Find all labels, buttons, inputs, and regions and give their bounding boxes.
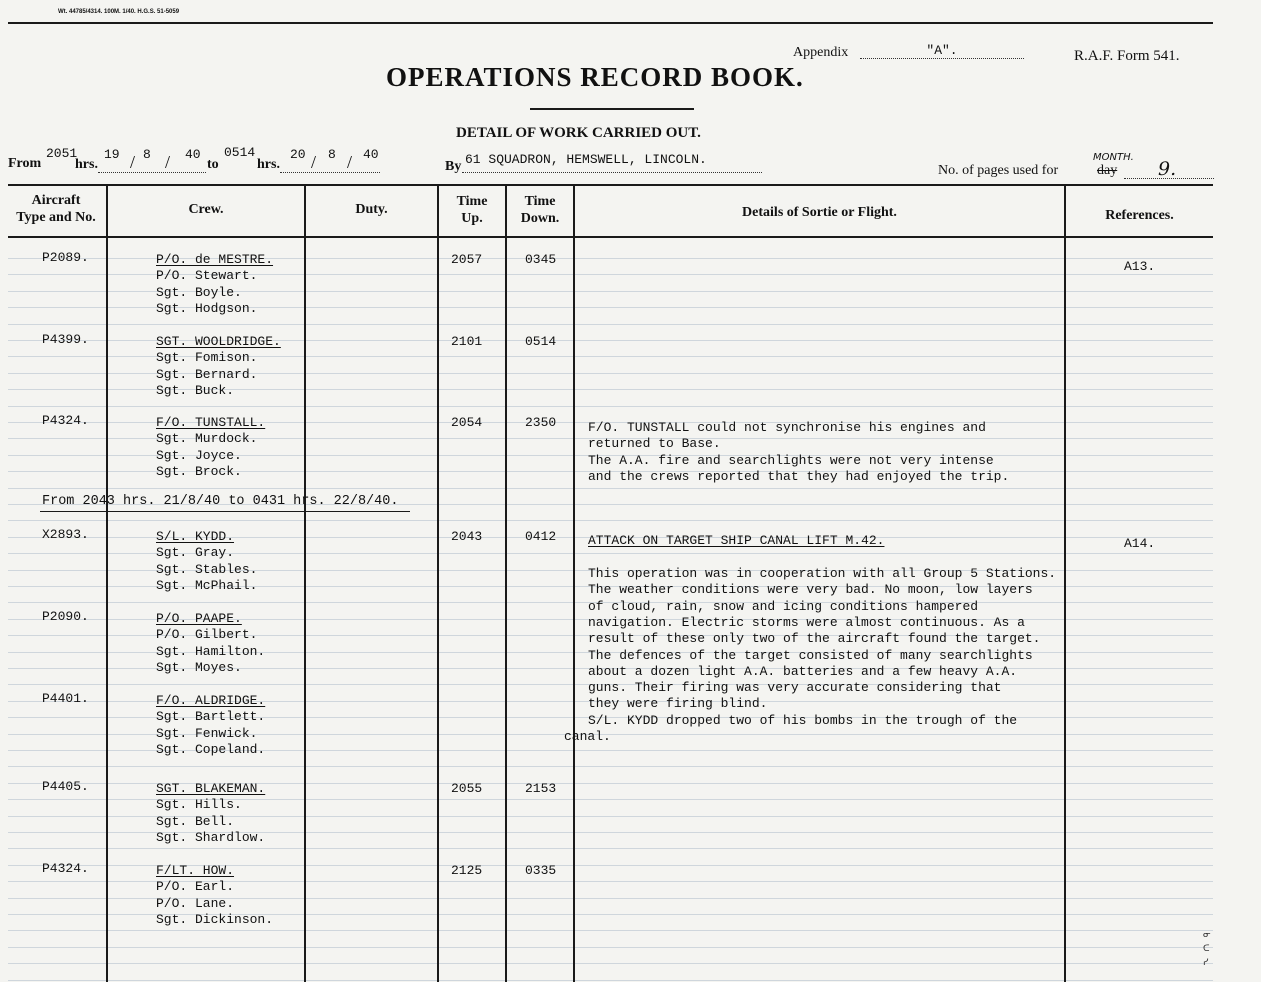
crew-member: Sgt. Hamilton. (156, 643, 266, 659)
ruled-line (8, 980, 1213, 981)
page-subtitle: DETAIL OF WORK CARRIED OUT. (456, 125, 701, 141)
period2: From 2043 hrs. 21/8/40 to 0431 hrs. 22/8/40. (42, 494, 399, 509)
time-up: 2101 (451, 334, 483, 349)
crew-member: Sgt. Hills. (156, 797, 242, 813)
time-down: 0514 (525, 334, 557, 349)
crew-member: Sgt. Moyes. (156, 660, 242, 676)
crew-member: Sgt. Stables. (156, 561, 258, 577)
to-day: 20 (290, 147, 306, 162)
pages-used-correction: MONTH. (1093, 152, 1134, 163)
appendix-label: Appendix (793, 45, 849, 60)
period2-underline (40, 511, 410, 512)
aircraft-number: P2089. (42, 250, 89, 265)
detail-line: result of these only two of the aircraft found the target. (588, 631, 1041, 647)
by-value: 61 SQUADRON, HEMSWELL, LINCOLN. (465, 152, 707, 167)
col-divider (505, 185, 507, 982)
ruled-line (8, 406, 1213, 407)
aircraft-number: P4405. (42, 779, 89, 794)
header-aircraft: Aircraft Type and No. (16, 193, 96, 225)
col-divider (106, 185, 108, 982)
from-year: 40 (185, 147, 201, 162)
col-divider (304, 185, 306, 982)
ruled-line (8, 520, 1213, 521)
to-time: 0514 (224, 145, 256, 160)
time-down: 2350 (525, 415, 557, 430)
header-crew: Crew. (188, 202, 224, 217)
time-up: 2125 (451, 863, 483, 878)
detail-line: F/O. TUNSTALL could not synchronise his engines and (588, 420, 986, 435)
ruled-line (8, 766, 1213, 767)
crew-captain: F/O. TUNSTALL. (156, 415, 266, 430)
from-label: From (8, 156, 42, 171)
detail-line: The defences of the target consisted of many searchlights (588, 647, 1033, 663)
header-references: References. (1105, 208, 1174, 223)
to-month: 8 (328, 147, 336, 162)
time-up: 2043 (451, 529, 483, 544)
col-divider (437, 185, 439, 982)
crew-captain: P/O. de MESTRE. (156, 252, 274, 267)
header-duty: Duty. (355, 202, 388, 217)
crew-member: Sgt. Murdock. (156, 431, 258, 447)
header-time-down: Time Down. (520, 194, 560, 226)
crew-member: Sgt. Shardlow. (156, 830, 266, 846)
table-top-rule (8, 184, 1213, 186)
title-rule (530, 108, 694, 110)
crew-member: Sgt. Fenwick. (156, 725, 258, 741)
crew-member: Sgt. Joyce. (156, 447, 242, 463)
crew-member: Sgt. Dickinson. (156, 912, 274, 928)
detail-line: guns. Their firing was very accurate considering that (588, 680, 1002, 696)
by-underline (462, 172, 762, 173)
aircraft-number: P2090. (42, 609, 89, 624)
appendix-value: "A". (860, 43, 1024, 59)
crew-member: Sgt. Hodgson. (156, 301, 258, 317)
crew-captain: F/O. ALDRIDGE. (156, 693, 266, 708)
slash: / (165, 152, 171, 172)
detail-line: they were firing blind. (588, 696, 768, 712)
detail-line: returned to Base. (588, 436, 721, 452)
to-year: 40 (363, 147, 379, 162)
time-down: 0335 (525, 863, 557, 878)
time-down: 2153 (525, 781, 557, 796)
crew-member: P/O. Gilbert. (156, 627, 258, 643)
detail-line: navigation. Electric storms were almost continuous. As a (588, 614, 1025, 630)
table-header-rule (8, 236, 1213, 238)
crew-member: Sgt. Bartlett. (156, 709, 266, 725)
top-rule (8, 22, 1213, 24)
crew-captain: SGT. BLAKEMAN. (156, 781, 266, 796)
pages-used-label: No. of pages used for (938, 163, 1059, 178)
crew-captain: SGT. WOOLDRIDGE. (156, 334, 281, 349)
aircraft-number: P4324. (42, 861, 89, 876)
crew-captain: P/O. PAAPE. (156, 611, 242, 626)
crew-member: Sgt. McPhail. (156, 578, 258, 594)
page-title: OPERATIONS RECORD BOOK. (386, 62, 804, 92)
crew-member: Sgt. Buck. (156, 383, 235, 399)
time-up: 2055 (451, 781, 483, 796)
crew-member: Sgt. Gray. (156, 545, 235, 561)
aircraft-number: P4399. (42, 332, 89, 347)
to-label: to (207, 157, 219, 172)
crew-member: Sgt. Bernard. (156, 366, 258, 382)
hrs-label: hrs. (75, 157, 98, 172)
crew-captain: S/L. KYDD. (156, 529, 235, 544)
crew-member: Sgt. Bell. (156, 813, 235, 829)
pages-underline (1124, 178, 1214, 179)
ruled-line (8, 324, 1213, 325)
attack-heading: ATTACK ON TARGET SHIP CANAL LIFT M.42. (588, 533, 885, 548)
detail-line: This operation was in cooperation with all Group 5 Stations. (588, 566, 1057, 581)
detail-line: S/L. KYDD dropped two of his bombs in the trough of the (588, 712, 1018, 728)
detail-line: of cloud, rain, snow and icing conditions hampered (588, 598, 979, 614)
crew-member: Sgt. Fomison. (156, 350, 258, 366)
detail-line: The weather conditions were very bad. No moon, low layers (588, 582, 1033, 598)
crew-member: P/O. Earl. (156, 879, 235, 895)
aircraft-number: P4401. (42, 691, 89, 706)
slash: / (130, 152, 136, 172)
crew-member: P/O. Lane. (156, 895, 235, 911)
pages-used-struck: day (1097, 163, 1118, 178)
time-down: 0412 (525, 529, 557, 544)
to-date-underline (280, 172, 380, 173)
col-divider (573, 185, 575, 982)
reference: A14. (1124, 536, 1156, 551)
ruled-line (8, 848, 1213, 849)
aircraft-number: P4324. (42, 413, 89, 428)
from-month: 8 (143, 147, 151, 162)
slash: / (347, 152, 353, 172)
ruled-line (8, 488, 1213, 489)
time-up: 2057 (451, 252, 483, 267)
crew-captain: F/LT. HOW. (156, 863, 235, 878)
time-down: 0345 (525, 252, 557, 267)
crew-member: Sgt. Brock. (156, 464, 242, 480)
header-time-up: Time Up. (456, 194, 488, 226)
slash: / (311, 152, 317, 172)
crew-member: P/O. Stewart. (156, 268, 258, 284)
crew-member: Sgt. Boyle. (156, 284, 242, 300)
crew-member: Sgt. Copeland. (156, 742, 266, 758)
detail-line: and the crews reported that they had enjoyed the trip. (588, 469, 1010, 485)
detail-line: about a dozen light A.A. batteries and a few heavy A.A. (588, 663, 1018, 679)
from-time: 2051 (46, 146, 78, 161)
reference: A13. (1124, 259, 1156, 274)
from-date-underline (98, 172, 206, 173)
detail-line: canal. (564, 729, 611, 744)
margin-marks: ᓂ ᑕ ᓯ (1203, 930, 1211, 968)
ruled-line (8, 930, 1213, 931)
ruled-line (8, 947, 1213, 948)
aircraft-number: X2893. (42, 527, 89, 542)
print-code: Wt. 44785/4314. 100M. 1/40. H.G.S. 51-5059 (58, 9, 180, 15)
ruled-line (8, 963, 1213, 964)
from-day: 19 (104, 147, 120, 162)
col-divider (1064, 185, 1066, 982)
form-number: R.A.F. Form 541. (1074, 48, 1180, 64)
header-details: Details of Sortie or Flight. (742, 205, 897, 220)
by-label: By (445, 159, 462, 174)
detail-line: The A.A. fire and searchlights were not very intense (588, 452, 994, 468)
pages-used-value: 9. (1158, 158, 1177, 180)
time-up: 2054 (451, 415, 483, 430)
to-hrs-label: hrs. (257, 157, 280, 172)
